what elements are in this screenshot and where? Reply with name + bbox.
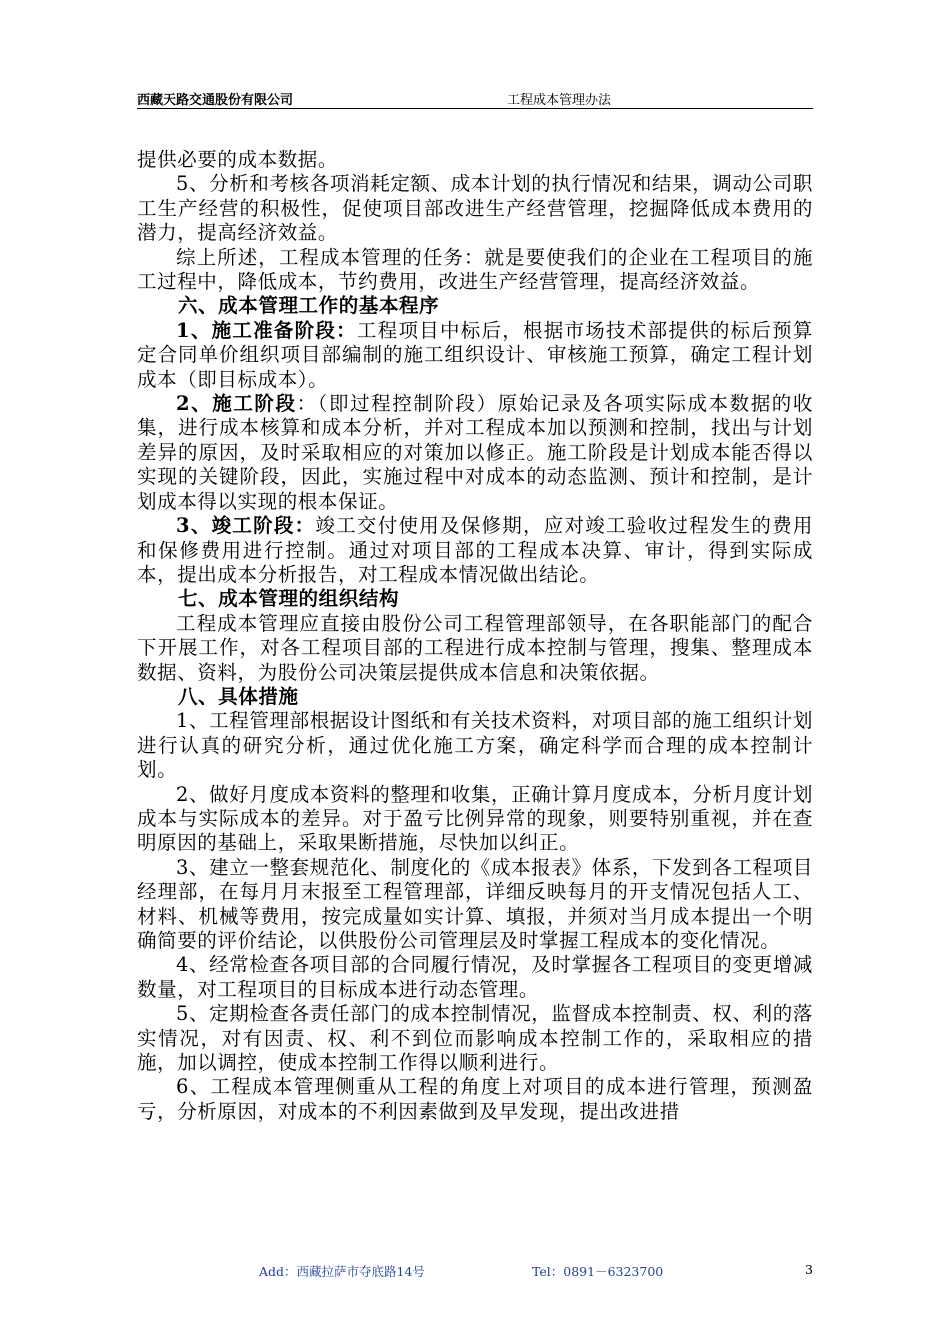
paragraph-text: 竣工交付使用及保修期，应对竣工验收过程发生的费用和保修费用进行控制。通过对项目部的工程成本决算、审计，得到实际成本，提出成本分析报告，对工程成本情况做出结论。: [137, 514, 813, 586]
paragraph: 综上所述，工程成本管理的任务：就是要使我们的企业在工程项目的施工过程中，降低成本，节约费用，改进生产经营管理，提高经济效益。: [137, 245, 813, 294]
paragraph-lead: 1、施工准备阶段：: [176, 318, 357, 342]
paragraph: 4、经常检查各项目部的合同履行情况，及时掌握各工程项目的变更增减数量，对工程项目的目标成本进行动态管理。: [137, 953, 813, 1001]
document-title: 工程成本管理办法: [507, 93, 612, 108]
paragraph: [137, 392, 813, 514]
footer-telephone: Tel：0891－6323700: [532, 1264, 664, 1279]
paragraph: [137, 514, 813, 587]
paragraph: 3、建立一整套规范化、制度化的《成本报表》体系，下发到各工程项目经理部，在每月月末报至工程管理部，详细反映每月的开支情况包括人工、材料、机械等费用，按完成量如实计算、填报，并须对当月成本提出一个明确简要的评价结论，以供股份公司管理层及时掌握工程成本的变化情况。: [137, 855, 813, 952]
paragraph: 2、做好月度成本资料的整理和收集，正确计算月度成本，分析月度计划成本与实际成本的差异。对于盈亏比例异常的现象，则要特别重视，并在查明原因的基础上，采取果断措施，尽快加以纠正。: [137, 782, 813, 855]
section-heading-8: 八、具体措施: [177, 684, 299, 708]
section-heading-7: 七、成本管理的组织结构: [177, 587, 400, 611]
paragraph: 提供必要的成本数据。: [137, 148, 339, 171]
paragraph-lead: 3、竣工阶段：: [176, 514, 316, 538]
paragraph: [137, 319, 813, 392]
paragraph: 5、定期检查各责任部门的成本控制情况，监督成本控制责、权、利的落实情况，对有因责、权、利不到位而影响成本控制工作的，采取相应的措施，加以调控，使成本控制工作得以顺利进行。: [137, 1002, 813, 1075]
paragraph-text: ：（即过程控制阶段）原始记录及各项实际成本数据的收集，进行成本核算和成本分析，并对工程成本加以预测和控制，找出与计划差异的原因，及时采取相应的对策加以修正。施工阶段是计划成本能否得以实现的关键阶段，因此，实施过程中对成本的动态监测、预计和控制，是计划成本得以实现的根本保证。: [137, 392, 813, 513]
paragraph-lead: 2、施工阶段: [176, 392, 297, 416]
section-heading-6: 六、成本管理工作的基本程序: [177, 294, 440, 318]
paragraph: 5、分析和考核各项消耗定额、成本计划的执行情况和结果，调动公司职工生产经营的积极性，促使项目部改进生产经营管理，挖掘降低成本费用的潜力，提高经济效益。: [137, 172, 813, 245]
paragraph: 工程成本管理应直接由股份公司工程管理部领导，在各职能部门的配合下开展工作，对各工程项目部的工程进行成本控制与管理，搜集、整理成本数据、资料，为股份公司决策层提供成本信息和决策依据。: [137, 611, 813, 684]
page-number: 3: [805, 1262, 813, 1277]
company-name: 西藏天路交通股份有限公司: [137, 93, 294, 108]
page-footer: [137, 1262, 813, 1282]
document-body: [137, 148, 813, 1124]
page-header: [137, 86, 813, 109]
paragraph-text: 工程项目中标后，根据市场技术部提供的标后预算定合同单价组织项目部编制的施工组织设计、审核施工预算，确定工程计划成本（即目标成本）。: [137, 318, 814, 391]
paragraph: 1、工程管理部根据设计图纸和有关技术资料，对项目部的施工组织计划进行认真的研究分析，通过优化施工方案，确定科学而合理的成本控制计划。: [137, 709, 813, 782]
paragraph: 6、工程成本管理侧重从工程的角度上对项目的成本进行管理，预测盈亏，分析原因，对成本的不利因素做到及早发现，提出改进措: [137, 1075, 813, 1123]
footer-address: Add：西藏拉萨市夺底路14号: [259, 1264, 425, 1279]
